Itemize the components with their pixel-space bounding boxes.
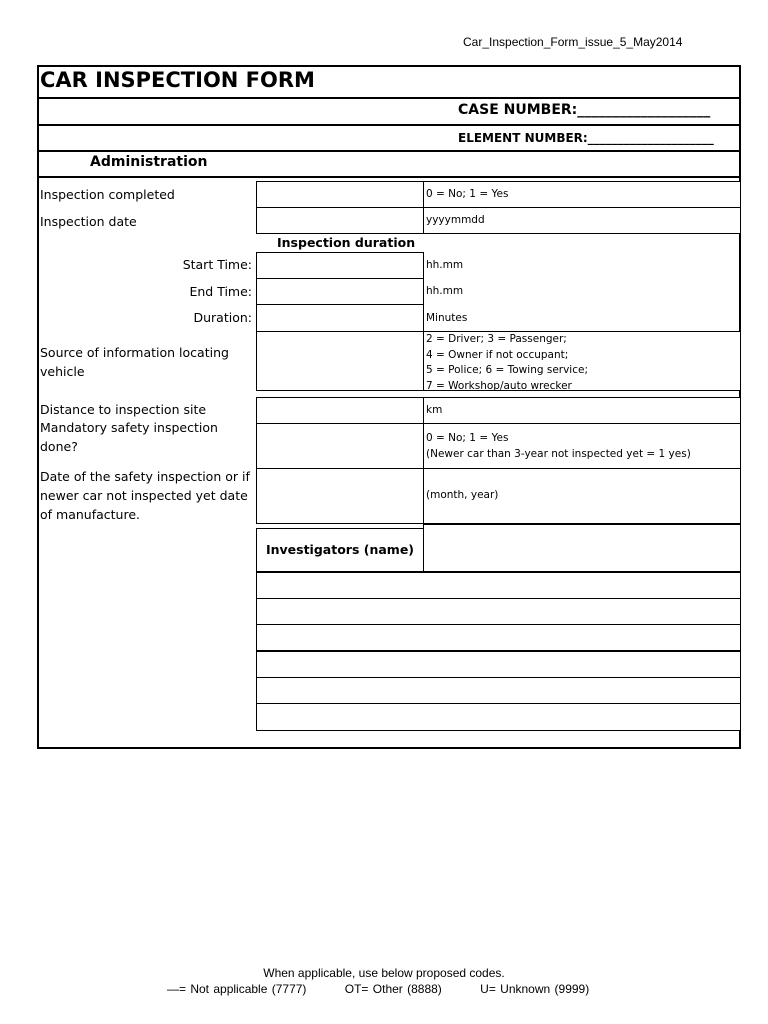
divider (37, 124, 741, 126)
end-time-input[interactable] (256, 278, 424, 305)
safety-inspection-date-input[interactable] (256, 468, 424, 524)
inspection-date-hint: yyyymmdd (426, 214, 485, 226)
source-hint-cell (423, 331, 741, 391)
mandatory-hint-line: 0 = No; 1 = Yes (426, 432, 509, 444)
divider (37, 176, 741, 178)
inspection-completed-input[interactable] (256, 181, 424, 208)
start-time-hint: hh.mm (426, 259, 464, 271)
duration-input[interactable] (256, 304, 424, 332)
end-time-label: End Time: (189, 284, 252, 299)
investigators-header-cell (256, 528, 424, 572)
source-hint-line: 2 = Driver; 3 = Passenger; (426, 333, 567, 345)
mandatory-inspection-hint (424, 424, 740, 462)
distance-label: Distance to inspection site (40, 402, 207, 417)
safety-inspection-date-hint-cell (423, 468, 741, 524)
element-number-field[interactable]: ELEMENT NUMBER:_____________________ (458, 131, 714, 145)
inspection-duration-heading: Inspection duration (277, 235, 416, 250)
source-hint-line: 4 = Owner if not occupant; (426, 348, 569, 361)
source-label-line: Source of information locating (40, 345, 229, 360)
divider (740, 233, 741, 333)
start-time-label: Start Time: (182, 257, 252, 272)
source-hint-line: 5 = Police; 6 = Towing service; (426, 364, 588, 376)
safety-inspection-date-label (40, 467, 250, 524)
end-time-hint: hh.mm (426, 285, 464, 297)
source-hint-line: 7 = Workshop/auto wrecker (426, 379, 572, 392)
divider (37, 97, 741, 99)
distance-hint: km (426, 404, 443, 416)
codes-note: When applicable, use below proposed codes. (263, 966, 505, 980)
investigator-name-input[interactable] (256, 572, 741, 599)
inspection-completed-hint: 0 = No; 1 = Yes (426, 188, 509, 200)
code-not-applicable: —= Not applicable (7777) (167, 982, 307, 996)
start-time-input[interactable] (256, 252, 424, 279)
distance-hint-cell (423, 397, 741, 424)
investigator-name-input[interactable] (256, 703, 741, 731)
form-title: CAR INSPECTION FORM (40, 68, 315, 92)
section-title: Administration (90, 154, 208, 170)
investigator-name-input[interactable] (256, 677, 741, 704)
inspection-date-hint-cell (423, 207, 741, 234)
safety-date-label-line: Date of the safety inspection or if (40, 469, 250, 484)
distance-input[interactable] (256, 397, 424, 424)
source-label (40, 343, 229, 381)
investigators-header-blank (423, 524, 741, 572)
document-filename: Car_Inspection_Form_issue_5_May2014 (463, 35, 683, 49)
source-label-line: vehicle (40, 364, 85, 379)
investigator-name-input[interactable] (256, 651, 741, 678)
mandatory-hint-line: (Newer car than 3-year not inspected yet = 1 yes) (426, 447, 691, 460)
divider (37, 150, 741, 152)
codes-legend (167, 982, 589, 996)
safety-date-label-line: newer car not inspected yet date (40, 488, 248, 503)
code-unknown: U= Unknown (9999) (480, 982, 590, 996)
mandatory-inspection-label (40, 418, 218, 456)
investigator-name-input[interactable] (256, 598, 741, 625)
safety-date-label-line: of manufacture. (40, 507, 140, 522)
investigators-label: Investigators (name) (265, 542, 415, 557)
inspection-completed-hint-cell (423, 181, 741, 208)
safety-inspection-date-hint: (month, year) (426, 489, 499, 501)
mandatory-inspection-input[interactable] (256, 423, 424, 469)
code-other: OT= Other (8888) (344, 982, 442, 996)
inspection-date-label: Inspection date (40, 214, 137, 229)
duration-hint: Minutes (426, 312, 468, 324)
inspection-completed-label: Inspection completed (40, 187, 175, 202)
investigator-name-input[interactable] (256, 624, 741, 651)
duration-label: Duration: (193, 310, 252, 325)
mandatory-label-line: Mandatory safety inspection (40, 420, 218, 435)
inspection-date-input[interactable] (256, 207, 424, 234)
mandatory-inspection-hint-cell (423, 423, 741, 469)
source-input[interactable] (256, 331, 424, 391)
mandatory-label-line: done? (40, 439, 78, 454)
case-number-field[interactable]: CASE NUMBER:___________________ (458, 102, 711, 118)
source-hint (424, 332, 740, 394)
